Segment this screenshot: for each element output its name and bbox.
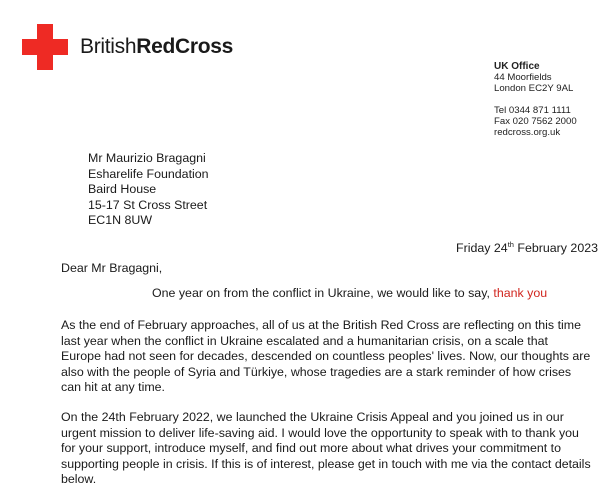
office-telephone: Tel 0344 871 1111 bbox=[494, 105, 571, 116]
body-paragraph: On the 24th February 2022, we launched the Ukraine Crisis Appeal and you joined us in our urgent mission to deliver life-saving aid. I would love the opportunity to speak with to thank you for your support, introduce myself, and find out more about what drives your commitment to supporting people in crisis. If this is of interest, please get in touch with me via the contact details below. bbox=[61, 410, 591, 487]
recipient-street: 15-17 St Cross Street bbox=[88, 197, 208, 212]
date-day: 24 bbox=[493, 241, 508, 256]
body-paragraph: As the end of February approaches, all of us at the British Red Cross are reflecting on this time last year when the conflict in Ukraine escalated and a humanitarian crisis, on a scale that Europe had not seen for decades, descended on countless peoples' lives. Now, our thoughts are also with the people of Syria and Türkiye, whose tragedies are a stark reminder of how crises can hit at any time. bbox=[61, 318, 591, 395]
headline-text: One year on from the conflict in Ukraine, we would like to say, bbox=[152, 286, 490, 300]
brand-word-british: British bbox=[80, 35, 137, 58]
office-address-line: 44 Moorfields bbox=[494, 72, 552, 83]
office-website: redcross.org.uk bbox=[494, 127, 561, 138]
thank-you-text: thank you bbox=[493, 286, 548, 300]
recipient-building: Baird House bbox=[88, 182, 157, 196]
date-day-suffix: th bbox=[507, 240, 514, 249]
brand-word-redcross: RedCross bbox=[136, 35, 234, 58]
letter-date bbox=[456, 240, 598, 255]
recipient-postcode: EC1N 8UW bbox=[88, 213, 153, 227]
date-month-year: February 2023 bbox=[517, 241, 598, 256]
office-title: UK Office bbox=[494, 61, 540, 72]
recipient-organisation: Esharelife Foundation bbox=[88, 166, 209, 181]
date-weekday: Friday bbox=[456, 241, 491, 256]
office-address-line: London EC2Y 9AL bbox=[494, 83, 574, 94]
recipient-address-block bbox=[88, 151, 209, 229]
salutation: Dear Mr Bragagni, bbox=[61, 261, 163, 275]
office-address-block bbox=[494, 61, 577, 138]
brand-name bbox=[80, 35, 233, 59]
red-cross-icon bbox=[22, 24, 68, 70]
british-red-cross-logo bbox=[22, 24, 233, 70]
headline-statement bbox=[152, 286, 547, 300]
recipient-name: Mr Maurizio Bragagni bbox=[88, 151, 206, 165]
office-fax: Fax 020 7562 2000 bbox=[494, 116, 577, 127]
